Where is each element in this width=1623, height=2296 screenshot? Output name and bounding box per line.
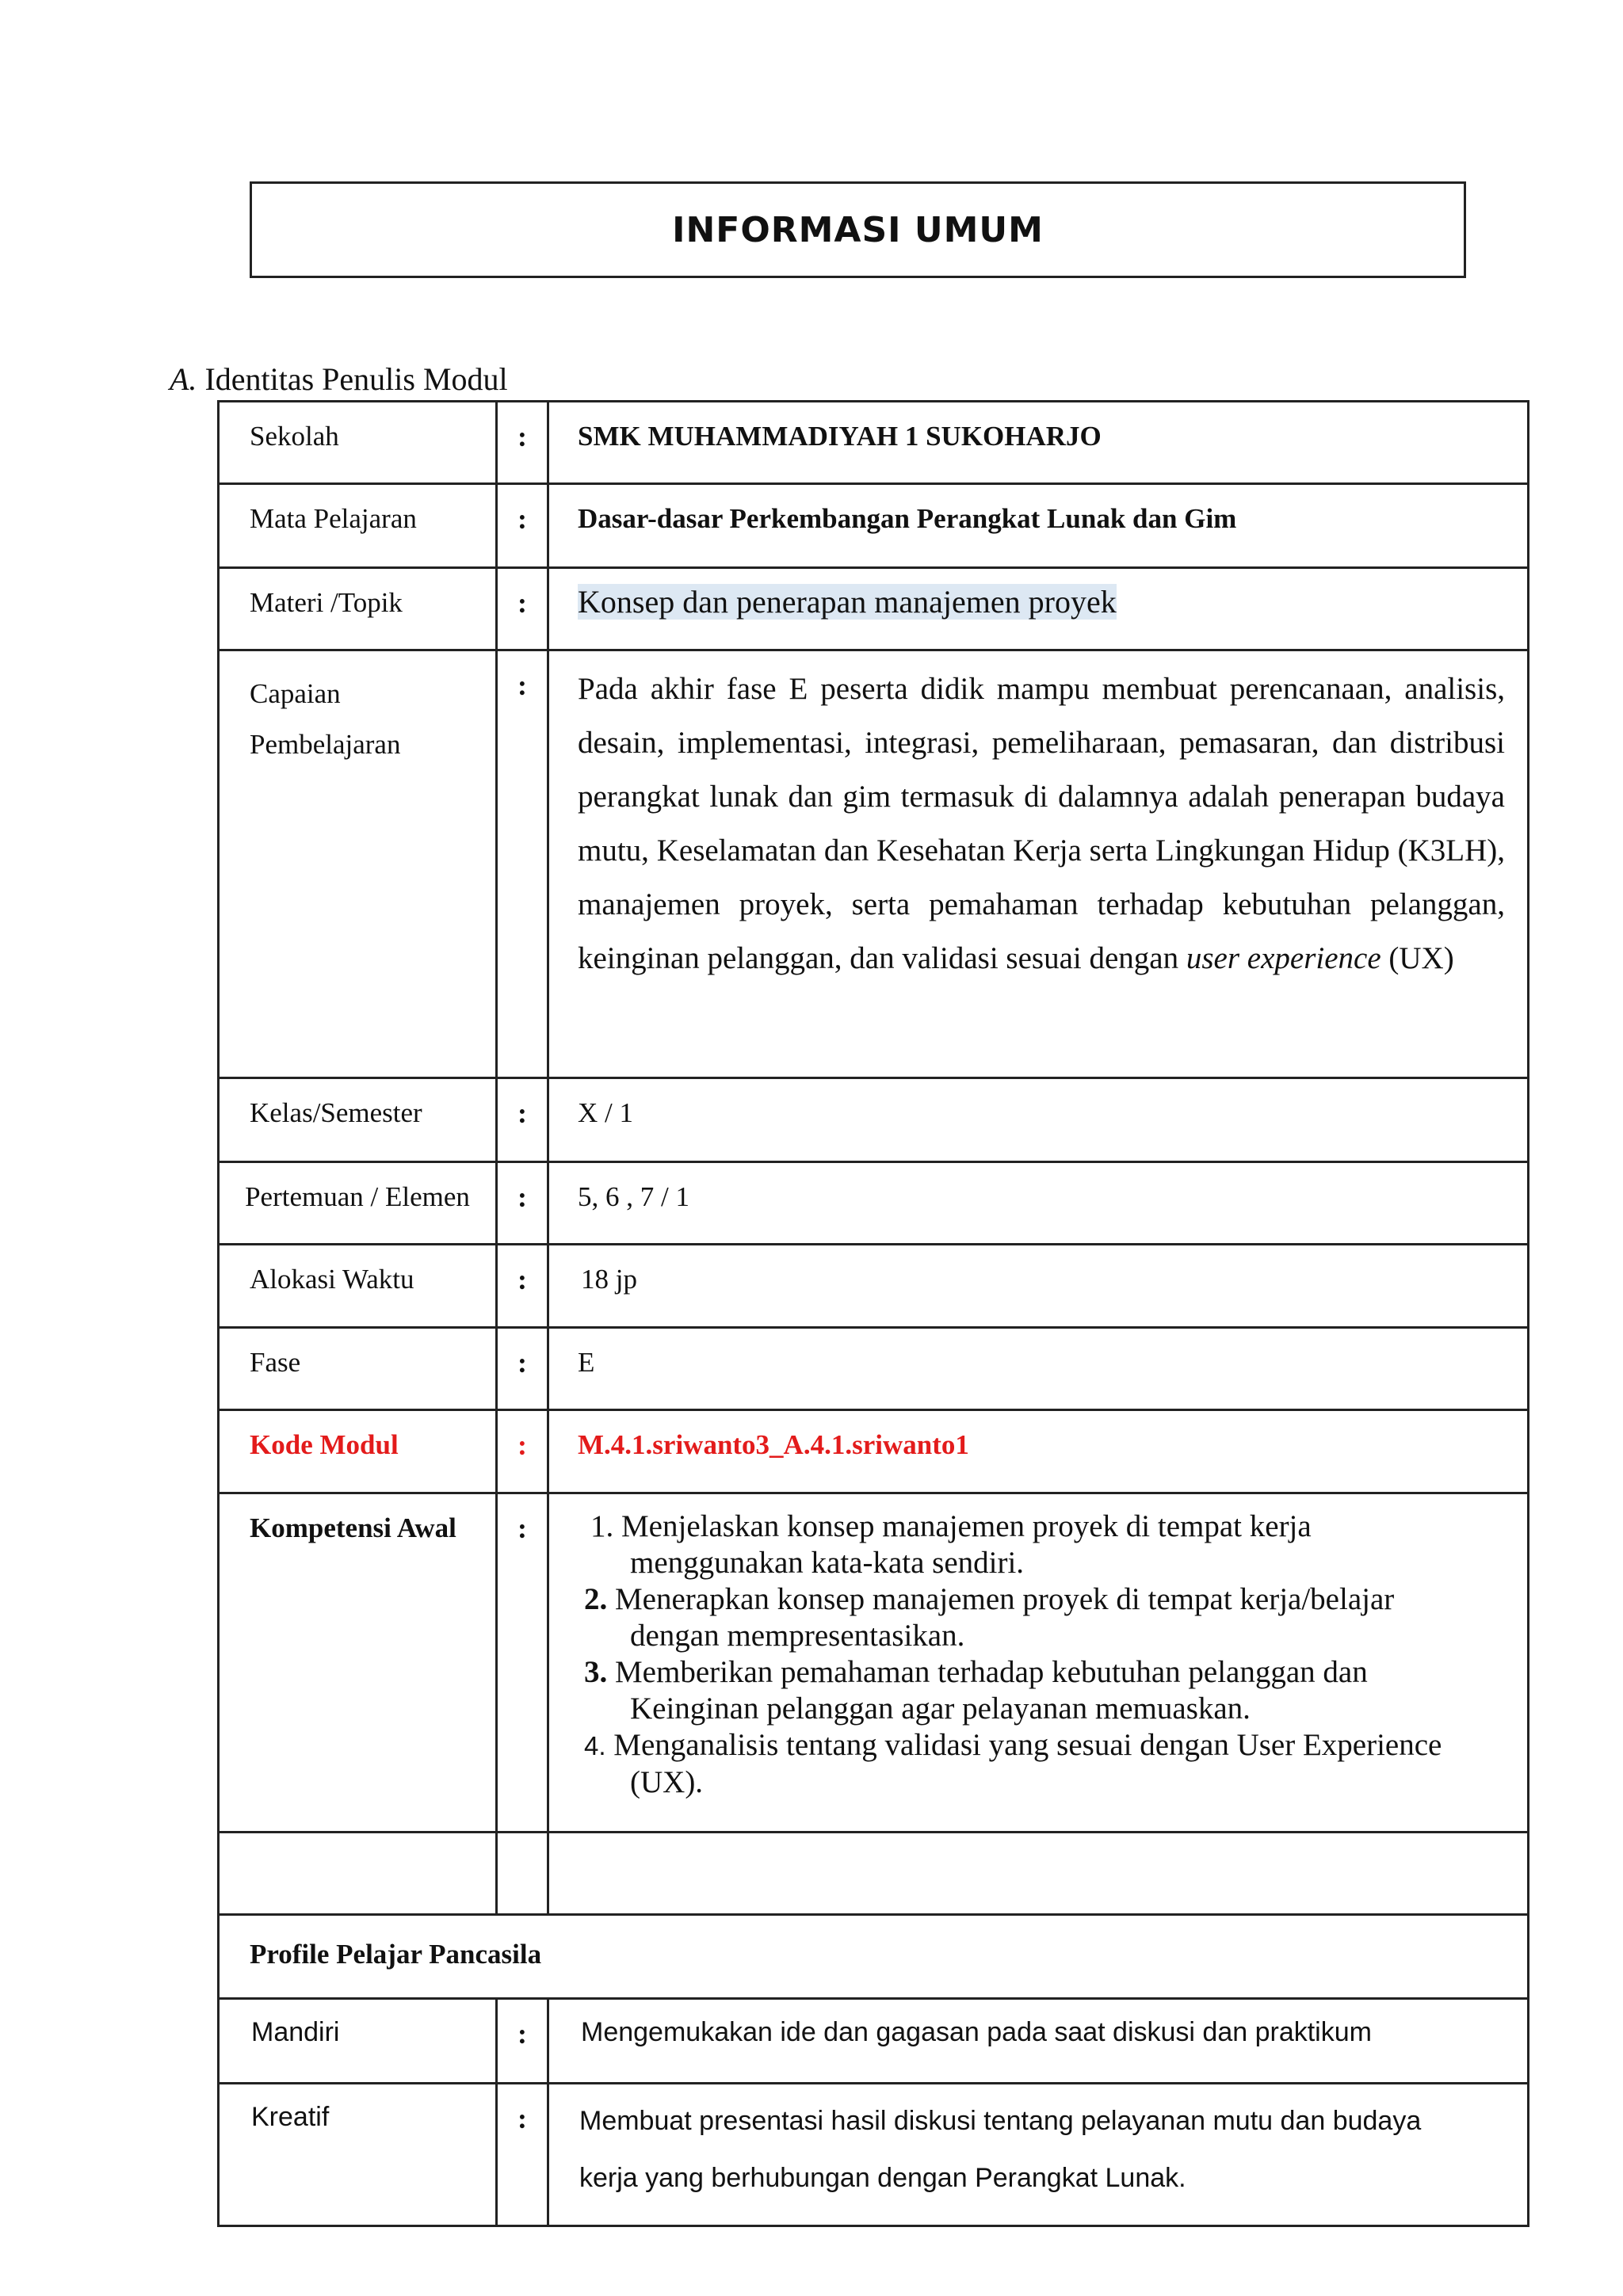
value-capaian: [549, 651, 1527, 1017]
value-fase: E: [578, 1347, 595, 1378]
capaian-italic: user experience: [1186, 941, 1381, 975]
colon: :: [497, 1410, 548, 1493]
value-pertemuan: 5, 6 , 7 / 1: [578, 1181, 689, 1212]
kompetensi-text: Menerapkan konsep manajemen proyek di tempat kerja/belajar: [615, 1582, 1395, 1616]
empty-cell: [219, 1833, 497, 1915]
kompetensi-num: 4.: [584, 1731, 606, 1760]
kompetensi-text-cont: Keinginan pelanggan agar pelayanan memuaskan.: [630, 1691, 1251, 1726]
label-mandiri: Mandiri: [251, 2017, 340, 2047]
colon: :: [497, 402, 548, 484]
colon: :: [497, 650, 548, 1078]
row-capaian: [219, 650, 1529, 1078]
empty-cell: [497, 1833, 548, 1915]
row-kompetensi: [219, 1493, 1529, 1833]
value-mata-pelajaran: Dasar-dasar Perkembangan Perangkat Lunak dan Gim: [578, 503, 1237, 534]
row-profile-heading: [219, 1915, 1529, 1999]
colon: :: [497, 1999, 548, 2084]
capaian-text: Pada akhir fase E peserta didik mampu membuat perencanaan, analisis, desain, implementasi, integrasi, pemeliharaan, pemasaran, dan distribusi perangkat lunak dan gim termasuk di dalamnya adalah penerapan budaya mutu, Keselamatan dan Kesehatan Kerja serta Lingkungan Hidup (K3LH), manajemen proyek, serta pemahaman terhadap kebutuhan pelanggan, keinginan pelanggan, dan validasi sesuai dengan: [578, 672, 1505, 975]
value-mandiri: Mengemukakan ide dan gagasan pada saat diskusi dan praktikum: [581, 2017, 1372, 2047]
row-pertemuan: [219, 1162, 1529, 1245]
label-materi: Materi /Topik: [250, 587, 403, 618]
row-mata-pelajaran: [219, 484, 1529, 568]
value-alokasi: 18 jp: [581, 1264, 637, 1295]
kompetensi-num: 1.: [590, 1509, 614, 1543]
kompetensi-item: [584, 1508, 1495, 1581]
label-kreatif: Kreatif: [251, 2102, 330, 2132]
empty-cell: [548, 1833, 1529, 1915]
value-kreatif-line2: kerja yang berhubungan dengan Perangkat Lunak.: [579, 2163, 1186, 2193]
row-kreatif: [219, 2084, 1529, 2226]
value-kreatif-line1: Membuat presentasi hasil diskusi tentang pelayanan mutu dan budaya: [579, 2106, 1422, 2136]
label-capaian: [220, 651, 495, 770]
section-heading: [170, 360, 508, 398]
label-fase: Fase: [250, 1347, 301, 1378]
colon: :: [497, 1328, 548, 1410]
colon: :: [497, 1078, 548, 1162]
colon: :: [497, 568, 548, 650]
colon: :: [497, 1493, 548, 1833]
section-title: Identitas Penulis Modul: [204, 361, 508, 397]
kompetensi-list: [549, 1494, 1527, 1831]
value-kreatif: [549, 2084, 1527, 2219]
value-kode-modul: M.4.1.sriwanto3_A.4.1.sriwanto1: [578, 1429, 969, 1460]
row-materi: [219, 568, 1529, 650]
title-box: [250, 181, 1466, 278]
kompetensi-text-cont: dengan mempresentasikan.: [630, 1619, 965, 1653]
value-sekolah: SMK MUHAMMADIYAH 1 SUKOHARJO: [578, 421, 1102, 452]
kompetensi-text-cont: menggunakan kata-kata sendiri.: [630, 1546, 1025, 1580]
kompetensi-item: [584, 1581, 1495, 1654]
label-alokasi: Alokasi Waktu: [250, 1264, 414, 1295]
label-kelas: Kelas/Semester: [250, 1097, 422, 1128]
row-empty: [219, 1833, 1529, 1915]
profile-heading: Profile Pelajar Pancasila: [250, 1939, 542, 1970]
kompetensi-text: Menjelaskan konsep manajemen proyek di tempat kerja: [621, 1509, 1312, 1543]
label-capaian-line1: Capaian: [250, 678, 341, 709]
capaian-end: (UX): [1381, 941, 1454, 975]
kompetensi-text-cont: (UX).: [630, 1765, 704, 1799]
kompetensi-item: [584, 1654, 1495, 1727]
row-mandiri: [219, 1999, 1529, 2084]
kompetensi-text: Memberikan pemahaman terhadap kebutuhan pelanggan dan: [615, 1655, 1368, 1689]
kompetensi-text: Menganalisis tentang validasi yang sesuai dengan User Experience: [613, 1728, 1442, 1762]
label-capaian-line2: Pembelajaran: [250, 729, 401, 760]
section-letter: A.: [170, 361, 197, 397]
row-kode-modul: [219, 1410, 1529, 1493]
colon: :: [497, 1162, 548, 1245]
colon: :: [497, 484, 548, 568]
label-sekolah: Sekolah: [250, 421, 339, 452]
label-mata-pelajaran: Mata Pelajaran: [250, 503, 417, 534]
kompetensi-num: 3.: [584, 1655, 608, 1689]
label-pertemuan: Pertemuan / Elemen: [245, 1181, 470, 1212]
value-materi: Konsep dan penerapan manajemen proyek: [578, 584, 1117, 620]
row-alokasi: [219, 1245, 1529, 1328]
row-sekolah: [219, 402, 1529, 484]
label-kode-modul: Kode Modul: [250, 1429, 399, 1460]
row-kelas: [219, 1078, 1529, 1162]
value-kelas: X / 1: [578, 1097, 633, 1128]
colon: :: [497, 2084, 548, 2226]
colon: :: [497, 1245, 548, 1328]
kompetensi-item: [584, 1727, 1495, 1801]
page-title: INFORMASI UMUM: [672, 209, 1044, 250]
row-fase: [219, 1328, 1529, 1410]
identity-table: [217, 400, 1529, 2227]
label-kompetensi: Kompetensi Awal: [250, 1512, 456, 1543]
kompetensi-num: 2.: [584, 1582, 608, 1616]
